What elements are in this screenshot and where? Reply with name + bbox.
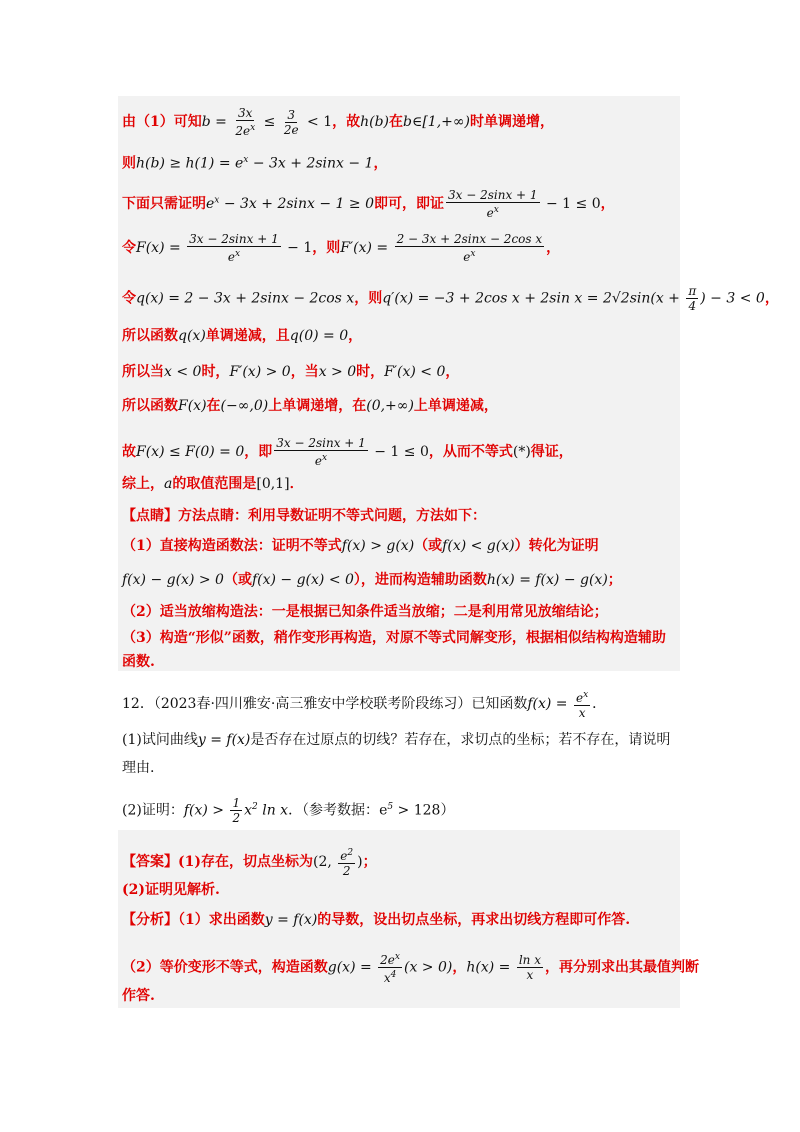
- method-1-line: （1）直接构造函数法：证明不等式f(x) > g(x)（或f(x) < g(x)）转化为证明: [122, 538, 599, 554]
- solution-line-9: 故F(x) ≤ F(0) = 0，即 $\frac{3x - 2\sin x + 1}{e^x}$ − 1 ≤ 0，从而不等式(*)得证，: [122, 436, 573, 468]
- analysis-line-2-cont: 作答.: [122, 988, 155, 1004]
- method-3-line: （3）构造“形似”函数，稍作变形再构造，对原不等式同解变形，根据相似结构构造辅助: [122, 630, 666, 646]
- solution-line-6: 所以函数q(x)单调递减，且q(0) = 0，: [122, 328, 363, 344]
- method-1-line-cont: f(x) − g(x) > 0（或f(x) − g(x) < 0），进而构造辅助函数h(x) = f(x) − g(x)；: [122, 572, 622, 588]
- solution-line-4: 令F(x) = $\frac{3x - 2\sin x + 1}{e^x}$ − 1，则F′(x) = $\frac{\text{2 − 3x + 2sinx − 2cos x}}{e^x}$ ，: [122, 232, 561, 264]
- method-3-line-cont: 函数.: [122, 654, 155, 670]
- problem-12-part-2: (2)证明：f(x) > $\frac{1}{2}$ $x^2$ ln x．（参考数据：$e^5 > 128$）: [122, 796, 455, 825]
- answer-line-2: (2)证明见解析.: [122, 882, 220, 898]
- solution-line-8: 所以函数F(x)在(−∞,0)上单调递增，在(0,+∞)上单调递减，: [122, 398, 498, 414]
- solution-line-5: 令q(x) = 2 − 3x + 2sinx − 2cos x，则q′(x) = −3 + 2cos x + 2sin x = 2√2sin(x + $\frac{\pi}{4}$ ) − 3 < 0，: [122, 284, 779, 313]
- problem-12-stem: 12．（2023春·四川雅安·高三雅安中学校联考阶段练习）已知函数f(x) = $\frac{e^x}{x}$ ．: [122, 690, 607, 720]
- method-2-line: （2）适当放缩构造法：一是根据已知条件适当放缩；二是利用常见放缩结论；: [122, 604, 608, 620]
- solution-line-2: 则$h(b) \ge h(1) = e^x - 3x + 2\sin x - 1$，: [122, 155, 388, 172]
- solution-line-3: 下面只需证明$e^x - 3x + 2\sin x - 1 \ge 0$即可，即证 $\frac{3x - 2\sin x + 1}{e^x}$ − 1 ≤ 0，: [122, 188, 615, 220]
- problem-12-part-1-cont: 理由.: [122, 760, 155, 776]
- pointer-heading: 【点睛】方法点睛：利用导数证明不等式问题，方法如下：: [122, 508, 486, 524]
- analysis-line-1: 【分析】（1）求出函数y = f(x)的导数，设出切点坐标，再求出切线方程即可作答.: [122, 912, 631, 928]
- solution-line-7: 所以当x < 0时，F′(x) > 0，当x > 0时，F′(x) < 0，: [122, 364, 460, 380]
- problem-12-part-1: (1)试问曲线y = f(x)是否存在过原点的切线？若存在，求切点的坐标；若不存在，请说明: [122, 732, 671, 748]
- analysis-line-2: （2）等价变形不等式，构造函数g(x) = $\frac{2e^x}{x^4}$ (x > 0)，h(x) = $\frac{\text{ln x}}{x}$ ，再分别求出其最值判断: [122, 952, 699, 985]
- solution-line-1: 由（1）可知b = $\frac{3x}{2e^x}$ ≤ $\frac{3}{2e}$ < 1，故h(b)在b∈[1,+∞)时单调递增，: [122, 106, 555, 138]
- solution-line-10: 综上，a的取值范围是[0,1]．: [122, 476, 304, 492]
- answer-line-1: 【答案】(1)存在，切点坐标为(2, $\frac{e^2}{2}$ )；: [122, 848, 377, 878]
